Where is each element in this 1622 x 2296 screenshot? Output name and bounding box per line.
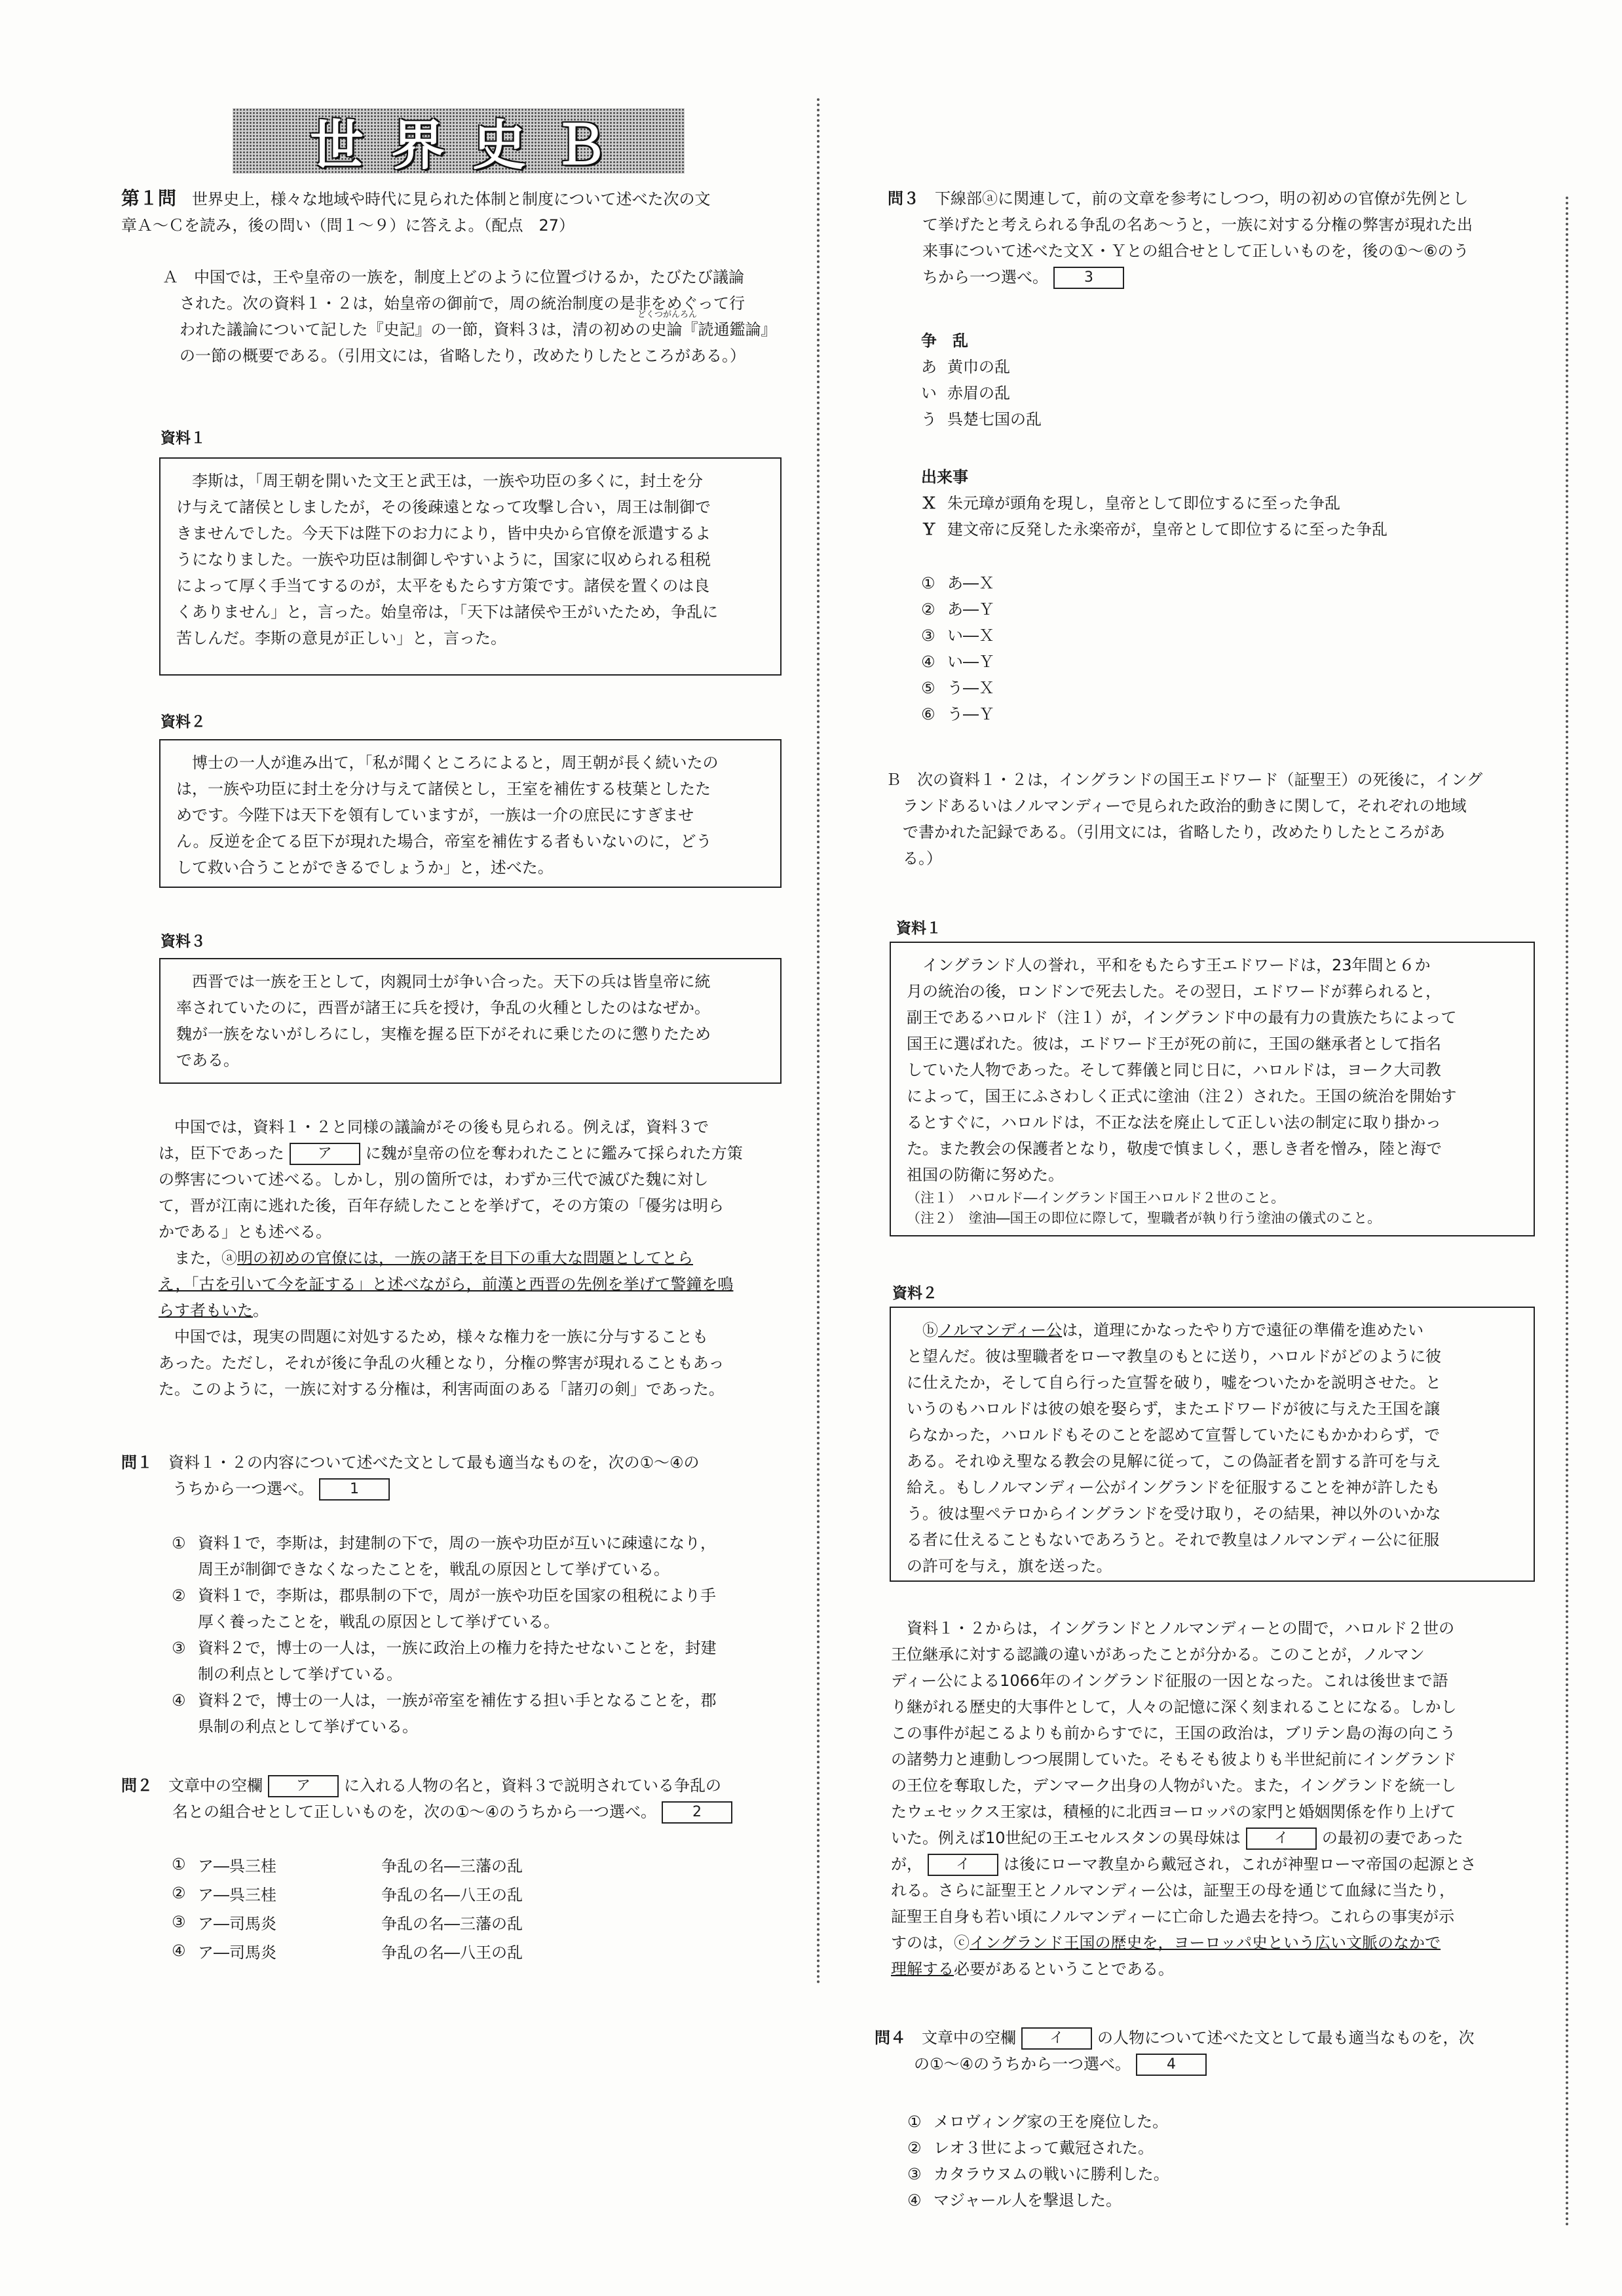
choice-4-2[interactable]: ② レオ３世によって戴冠された。 bbox=[907, 2139, 1154, 2157]
section-a-body: 中国では，資料１・２と同様の議論がその後も見られる。例えば，資料３で は，臣下であった ア に魏が皇帝の位を奪われたことに鑑みて採られた方策 の弊害について述べる。しかし，別の箇所では，わずか三代で滅びた魏に対し て，晋が江南に逃れた後，百年存続したことを挙げて，その方策の「優劣は明ら かである」とも述べる。 また，ⓐ明の初めの官僚には，一族の諸王を目下の重大な問題としてとら え，「古を引いて今を証する」と述べながら，前漢と西晋の先例を挙げて警鐘を鳴 らす者もいた。 中国では，現実の問題に対処するため，様々な権力を一族に分与することも あった。ただし，それが後に争乱の火種となり，分権の弊害が現れることもあっ た。このように，一族に対する分権は，利害両面のある「諸刃の剣」であった。 bbox=[159, 1118, 743, 1398]
answer-box-3[interactable]: 3 bbox=[1053, 267, 1124, 289]
page-title: 世界史Ｂ bbox=[233, 108, 685, 174]
choice-2-1[interactable]: ① ア―呉三桂 争乱の名―三藩の乱 bbox=[172, 1855, 523, 1875]
question-2-choices bbox=[172, 1851, 523, 1966]
answer-box-2[interactable]: 2 bbox=[662, 1801, 732, 1824]
answer-box-4[interactable]: 4 bbox=[1136, 2054, 1207, 2076]
q3-events: 出来事 Ｘ 朱元璋が頭角を現し，皇帝として即位するに至った争乱 Ｙ 建文帝に反発した永楽帝が，皇帝として即位するに至った争乱 bbox=[921, 468, 1387, 539]
question-4: 問４ 文章中の空欄 イ の人物について述べた文として最も適当なものを，次 の①～④のうちから一つ選べ。 4 bbox=[875, 2025, 1562, 2077]
choice-3-4[interactable]: ④ い―Ｙ bbox=[921, 653, 994, 671]
choice-2-2[interactable]: ② ア―呉三桂 争乱の名―八王の乱 bbox=[172, 1884, 523, 1904]
blank-a-box: ア bbox=[290, 1143, 360, 1165]
b-doc2-box: ⓑノルマンディー公は，道理にかなったやり方で遠征の準備を進めたい と望んだ。彼は聖職者をローマ教皇のもとに送り，ハロルドがどのように彼 に仕えたか，そして自ら行った宣誓を破り，嘘をついたかを説明させた。と いうのもハロルドは彼の娘を娶らず，またエドワードが彼に与えた王国を譲 らなかった，ハロルドもそのことを認めて宣誓していたにもかかわらず，で ある。それゆえ聖なる教会の見解に従って，この偽証者を罰する許可を与え 給え。もしノルマンディー公がイングランドを征服することを神が許したも う。彼は聖ペテロからイングランドを受け取り，その結果，神以外のいかな る者に仕えることもないであろうと。それで教皇はノルマンディー公に征服 の許可を与え，旗を送った。 bbox=[890, 1307, 1535, 1582]
doc3-label: 資料３ bbox=[160, 933, 206, 950]
choice-2-4[interactable]: ④ ア―司馬炎 争乱の名―八王の乱 bbox=[172, 1942, 523, 1962]
choice-1-2[interactable]: ② 資料１で，李斯は，郡県制の下で，周が一族や功臣を国家の租税により手 bbox=[172, 1586, 717, 1605]
question-1: 問１ 資料１・２の内容について述べた文として最も適当なものを，次の①～④の うちから一つ選べ。 1 bbox=[121, 1449, 816, 1502]
blank-a-box-2: ア bbox=[268, 1775, 339, 1797]
choice-3-3[interactable]: ③ い―Ｘ bbox=[921, 626, 994, 645]
choice-3-6[interactable]: ⑥ う―Ｙ bbox=[921, 705, 994, 723]
choice-1-3[interactable]: ③ 資料２で，博士の一人は，一族に政治上の権力を持たせないことを，封建 bbox=[172, 1639, 717, 1657]
question-3: 問３ 下線部ⓐに関連して，前の文章を参考にしつつ，明の初めの官僚が先例とし て挙げたと考えられる争乱の名あ～うと，一族に対する分権の弊害が現れた出 来事について述べた文Ｘ・Ｙとの組合せとして正しいものを，後の①～⑥のう ちから一つ選べ。 3 bbox=[888, 185, 1559, 290]
blank-i-box: イ bbox=[1246, 1827, 1317, 1850]
underline-mark-c: ⓒ bbox=[954, 1934, 970, 1952]
b-doc1-box: イングランド人の誉れ，平和をもたらす王エドワードは，23年間と６か 月の統治の後，ロンドンで死去した。その翌日，エドワードが葬られると， 副王であるハロルド（注１）が，イングランド中の最有力の貴族たちによって 国王に選ばれた。彼は，エドワード王が死の前に，王国の継承者として指名 していた人物であった。そして葬儀と同じ日に，ハロルドは，ヨーク大司教 によって，国王にふさわしく正式に塗油（注２）された。王国の統治を開始す るとすぐに，ハロルドは，不正な法を廃止して正しい法の制定に取り掛かっ た。また教会の保護者となり，敬虔で慎ましく，悪しき者を憎み，陸と海で 祖国の防衛に努めた。 （注１） ハロルド―イングランド国王ハロルド２世のこと。 （注２） 塗油―国王の即位に際して，聖職者が執り行う塗油の儀式のこと。 bbox=[890, 942, 1535, 1236]
right-edge-rule bbox=[1566, 197, 1568, 2228]
choice-3-2[interactable]: ② あ―Ｙ bbox=[921, 600, 994, 619]
choice-4-3[interactable]: ③ カタラウヌムの戦いに勝利した。 bbox=[907, 2165, 1169, 2183]
choice-4-4[interactable]: ④ マジャール人を撃退した。 bbox=[907, 2191, 1122, 2210]
section-b-body: 資料１・２からは，イングランドとノルマンディーとの間で，ハロルド２世の 王位継承に対する認識の違いがあったことが分かる。このことが，ノルマン ディー公による1066年のイングランド征服の一因となった。これは後世まで語 り継がれる歴史的大事件として，人々の記憶に深く刻まれることになる。しかし この事件が起こるよりも前からすでに，王国の政治は，ブリテン島の海の向こう の諸勢力と連動しつつ展開していた。そもそも彼よりも半世紀前にイングランド の王位を奪取した，デンマーク出身の人物がいた。また，イングランドを統一し たウェセックス王家は，積極的に北西ヨーロッパの家門と婚姻関係を作り上げて いた。例えば10世紀の王エセルスタンの異母妹は イ の最初の妻であった が， イ は後にローマ教皇から戴冠され，これが神聖ローマ帝国の起源とさ れる。さらに証聖王とノルマンディー公は，証聖王の母を通じて血縁に当たり， 証聖王自身も若い頃にノルマンディーに亡命した過去を持つ。これらの事実が示 すのは，ⓒイングランド王国の歴史を，ヨーロッパ史という広い文脈のなかで 理解する必要があるということである。 bbox=[891, 1619, 1477, 1978]
blank-i-box-2: イ bbox=[928, 1854, 998, 1876]
choice-1-4[interactable]: ④ 資料２で，博士の一人は，一族が帝室を補佐する担い手となることを，郡 bbox=[172, 1691, 717, 1710]
doc1-label: 資料１ bbox=[160, 430, 206, 447]
question-2: 問２ 文章中の空欄 ア に入れる人物の名と，資料３で説明されている争乱の 名との組合せとして正しいものを，次の①～④のうちから一つ選べ。 2 bbox=[121, 1772, 816, 1825]
question-intro: 第１問 世界史上，様々な地域や時代に見られた体制と制度について述べた次の文 章Ａ～Ｃを読み，後の問い（問１～９）に答えよ。（配点 27） bbox=[121, 187, 711, 235]
doc2-box: 博士の一人が進み出て，「私が聞くところによると，周王朝が長く続いたの は，一族や功臣に封土を分け与えて諸侯とし，王室を補佐する枝葉としたた めです。今陛下は天下を領有していますが，一族は一介の庶民にすぎませ ん。反逆を企てる臣下が現れた場合，帝室を補佐する者もいないのに，どう して救い合うことができるでしょうか」と，述べた。 bbox=[159, 739, 782, 888]
choice-4-1[interactable]: ① メロヴィング家の王を廃位した。 bbox=[907, 2113, 1169, 2131]
choice-3-1[interactable]: ① あ―Ｘ bbox=[921, 574, 994, 592]
ruby-text: どくつがんろん bbox=[637, 310, 698, 320]
choice-3-5[interactable]: ⑤ う―Ｘ bbox=[921, 679, 994, 697]
choice-1-1[interactable]: ① 資料１で，李斯は，封建制の下で，周の一族や功臣が互いに疎遠になり， bbox=[172, 1534, 717, 1552]
column-divider bbox=[817, 98, 820, 1985]
question-1-choices: ① 資料１で，李斯は，封建制の下で，周の一族や功臣が互いに疎遠になり， 周王が制御できなくなったことを，戦乱の原因として挙げている。 ② 資料１で，李斯は，郡県制の下で，周が一族や功臣を国家の租税により手 厚く養ったことを，戦乱の原因として挙げている。 ③ 資料２で，博士の一人は，一族に政治上の権力を持たせないことを，封建 制の利点として挙げている。 ④ 資料２で，博士の一人は，一族が帝室を補佐する担い手となることを，郡 県制の利点として挙げている。 bbox=[172, 1530, 817, 1740]
doc3-box: 西晋では一族を王として，肉親同士が争い合った。天下の兵は皆皇帝に統 率されていたのに，西晋が諸王に兵を授け，争乱の火種としたのはなぜか。 魏が一族をないがしろにし，実権を握る臣下がそれに乗じたのに懲りたため である。 bbox=[159, 958, 782, 1084]
q3-wars: 争 乱 あ 黄巾の乱 い 赤眉の乱 う 呉楚七国の乱 bbox=[921, 332, 1042, 429]
choice-2-3[interactable]: ③ ア―司馬炎 争乱の名―三藩の乱 bbox=[172, 1913, 523, 1933]
question-4-choices bbox=[907, 2109, 1497, 2213]
b-doc2-label: 資料２ bbox=[892, 1285, 937, 1302]
doc1-box: 李斯は，「周王朝を開いた文王と武王は，一族や功臣の多くに，封土を分 け与えて諸侯としましたが，その後疎遠となって攻撃し合い，周王は制御で きませんでした。今天下は陛下のお力により，皆中央から官僚を派遣するよ うになりました。一族や功臣は制御しやすいように，国家に収められる租税 によって厚く手当てするのが，太平をもたらす方策です。諸侯を置くのは良 くありません」と，言った。始皇帝は，「天下は諸侯や王がいたため，争乱に 苦しんだ。李斯の意見が正しい」と，言った。 bbox=[159, 457, 782, 676]
underline-mark-a: ⓐ bbox=[221, 1249, 237, 1267]
section-b-intro: Ｂ 次の資料１・２は，イングランドの国王エドワード（証聖王）の死後に，イング ランドあるいはノルマンディーで見られた政治的動きに関して，それぞれの地域 で書かれた記録である。（引用文には，省略したり，改めたりしたところがあ る。） bbox=[886, 771, 1483, 868]
q3-choices bbox=[921, 570, 1183, 727]
blank-i-box-3: イ bbox=[1021, 2027, 1092, 2050]
underline-mark-b: ⓑ bbox=[922, 1321, 938, 1339]
b-doc1-label: 資料１ bbox=[896, 920, 941, 937]
section-a-intro: Ａ 中国では，王や皇帝の一族を，制度上どのように位置づけるか，たびたび議論 された。次の資料１・２は，始皇帝の御前で，周の統治制度の是非をめぐって行 どくつがんろん われた議論について記した『史記』の一節，資料３は，清の初めの史論『読通鑑論』 の一節の概要である。（引用文には，省略したり，改めたりしたところがある。） bbox=[162, 268, 777, 365]
doc2-label: 資料２ bbox=[160, 714, 206, 731]
answer-box-1[interactable]: 1 bbox=[319, 1478, 390, 1501]
